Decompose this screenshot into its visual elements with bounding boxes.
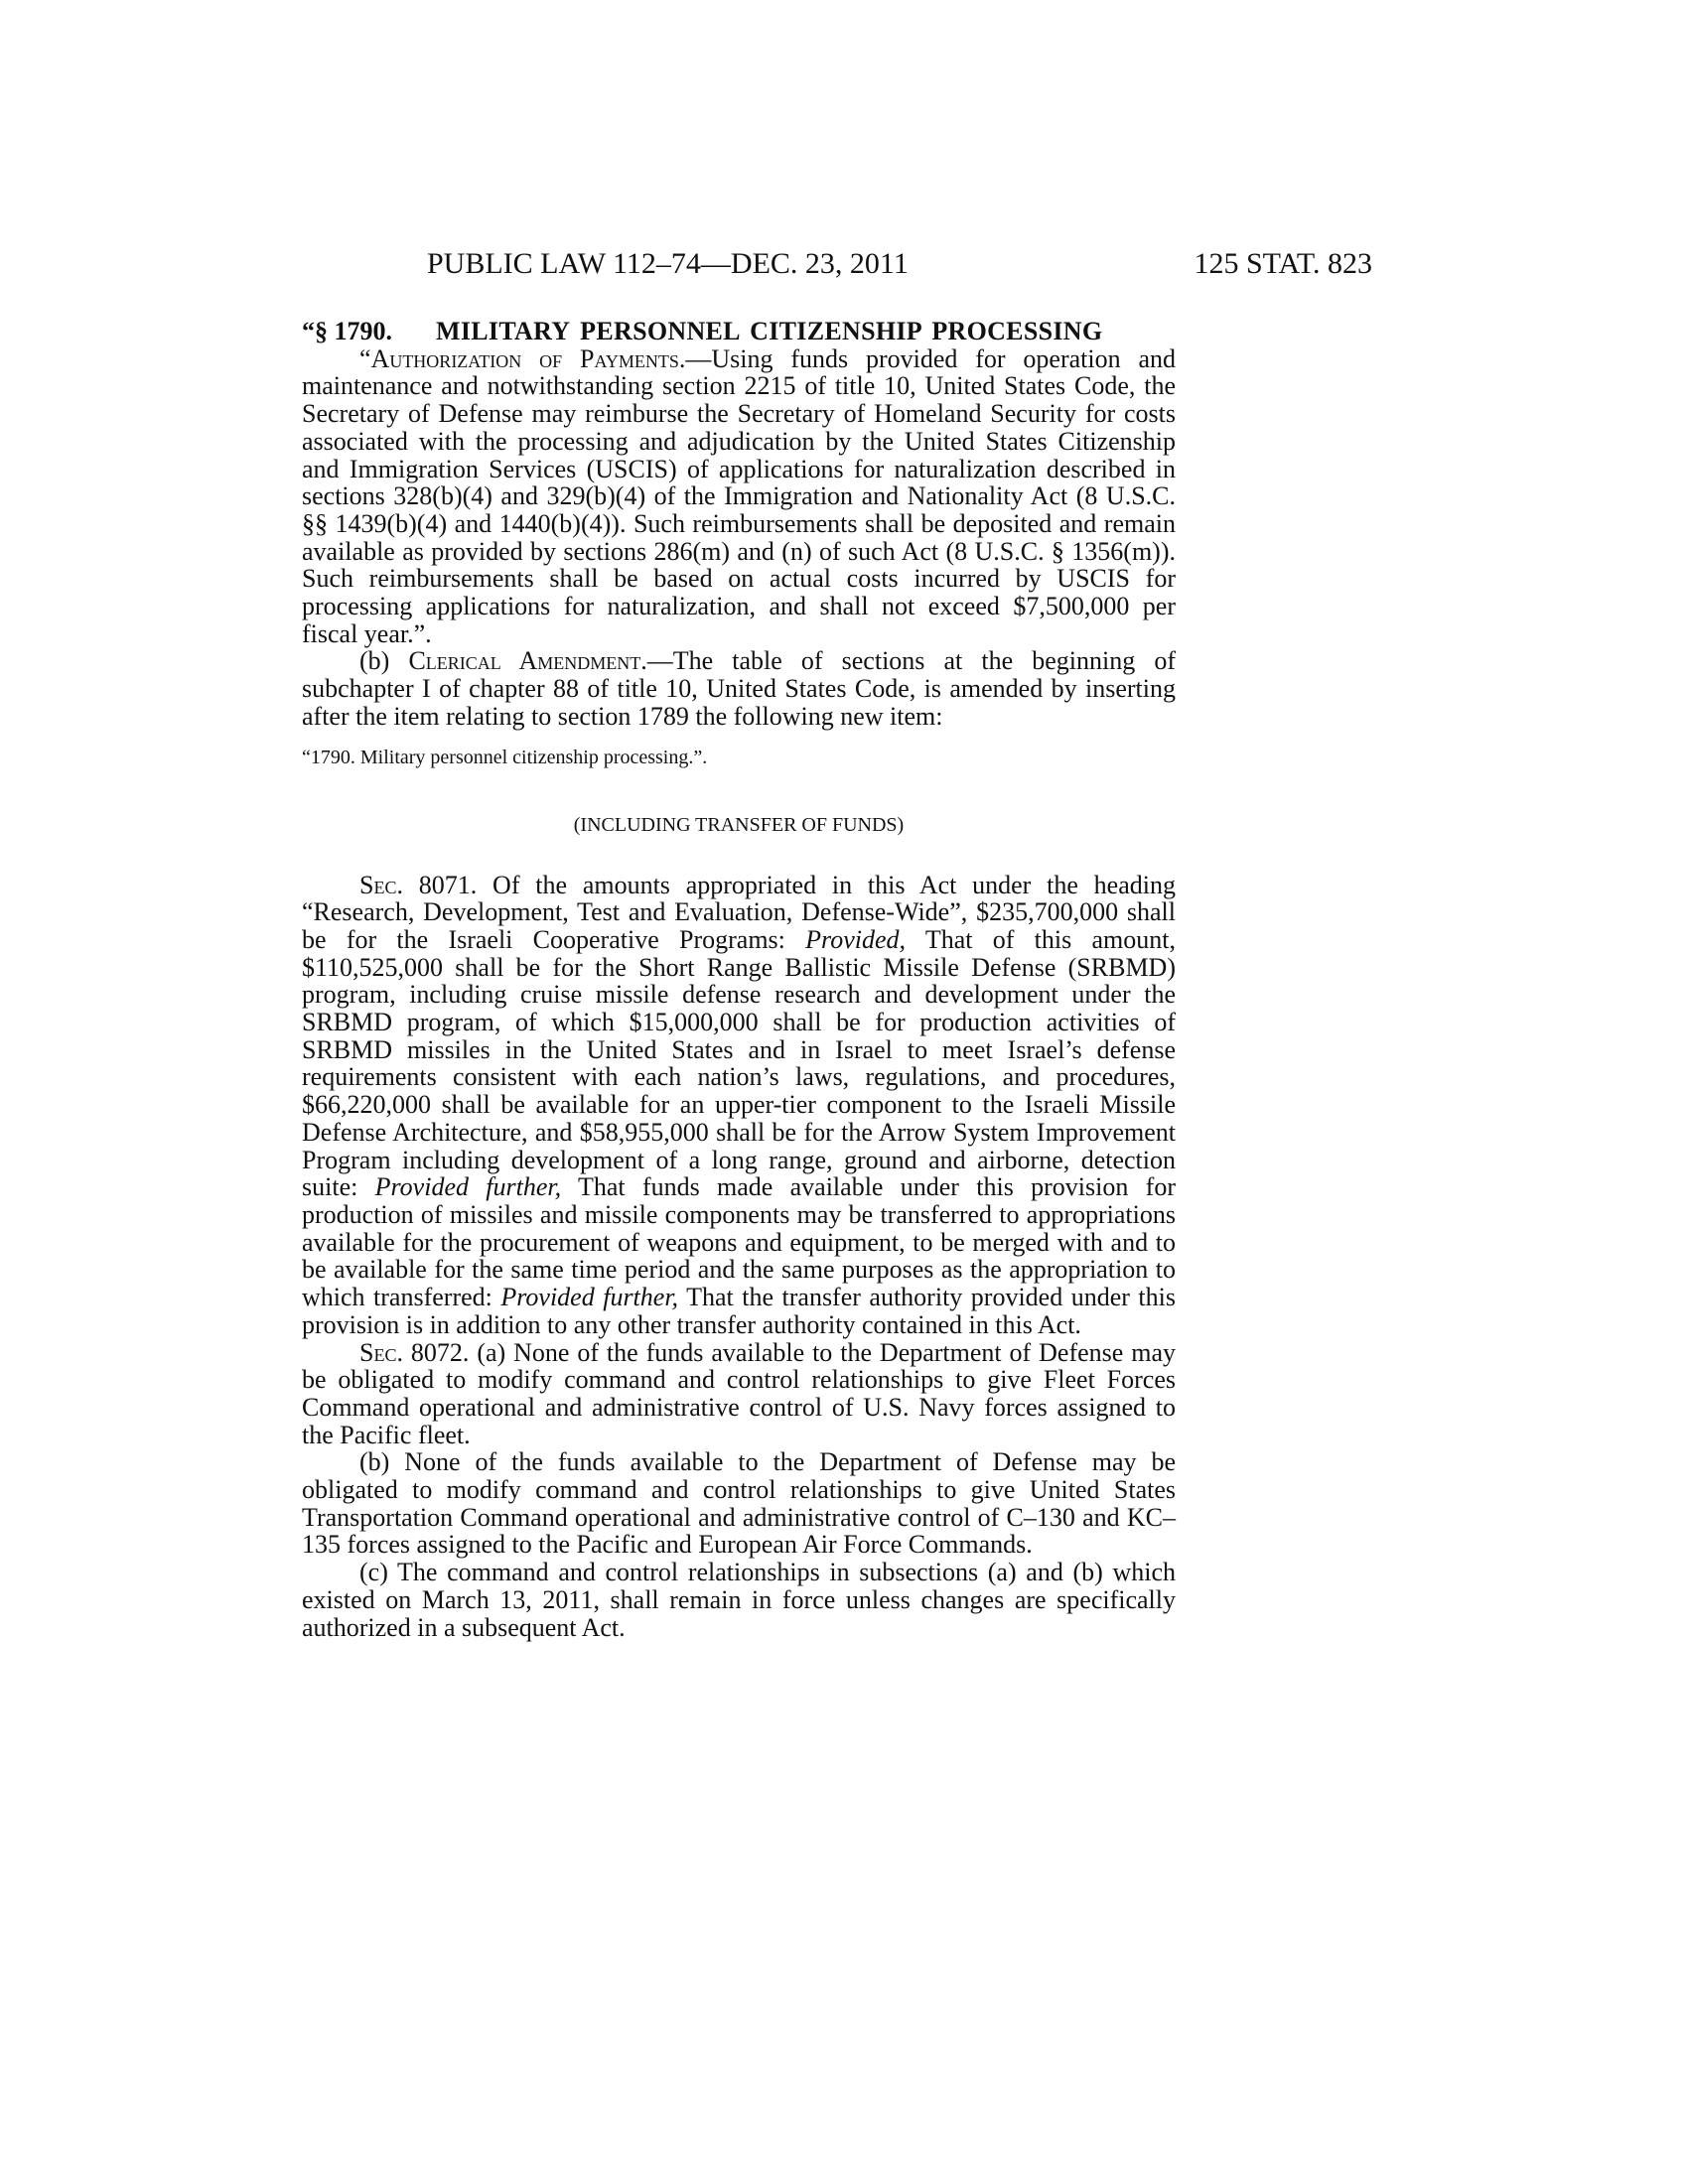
new-table-item: “1790. Military personnel citizenship processing.”. — [302, 746, 708, 768]
authorization-text: .—Using funds provided for operation and maintenance and notwithstanding section 2215 of title 10, United States Code, the Secretary of Defense may reimburse the Secretary of Homeland Security for costs associated with the processing and adjudication by the United States Citizenship and Immigration Services (USCIS) of applications for naturalization described in sections 328(b)(4) and 329(b)(4) of the Immigration and Nationality Act (8 U.S.C. §§ 1439(b)(4) and 1440(b)(4)). Such reimbursements shall be deposited and remain available as provided by sections 286(m) and (n) of such Act (8 U.S.C. § 1356(m)). Such reimbursements shall be based on actual costs incurred by USCIS for processing applications for naturalization, and shall not exceed $7,500,000 per fiscal year.”. — [302, 343, 1176, 648]
clerical-label: Clerical Amendment — [408, 646, 641, 676]
authorization-label: “Authorization of Payments — [359, 343, 679, 373]
sec-8072-number: . 8072. — [396, 1337, 478, 1367]
section-title: MILITARY PERSONNEL CITIZENSHIP PROCESSING — [436, 317, 1103, 345]
section-number: “§ 1790. — [302, 317, 392, 345]
sec-8071-text-1: Of the amounts appropriated in this Act under the heading “Research, Development, Test and Evaluation, Defense-Wide”, $235,700,000 shall be for the Israeli Cooperative Programs: — [302, 870, 1176, 954]
proviso-2: Provided further, — [374, 1172, 562, 1202]
clerical-text: .—The table of sections at the beginning of subchapter I of chapter 88 of title 10, United States Code, is amended by inserting after the item relating to section 1789 the following new item: — [302, 646, 1177, 731]
document-body — [302, 318, 1176, 1641]
sec-8072-label: Sec — [359, 1337, 397, 1367]
sec-8071-paragraph — [302, 872, 1176, 1339]
sec-8071-label: Sec — [359, 870, 397, 899]
sec-8072-a-text: (a) None of the funds available to the Department of Defense may be obligated to modify command and control relationships to give Fleet Forces Command operational and administrative control of U.S. Navy forces assigned to the Pacific fleet. — [302, 1337, 1177, 1449]
page-header — [427, 244, 1372, 284]
transfer-caption: (INCLUDING TRANSFER OF FUNDS) — [573, 813, 905, 836]
sec-8071-text-2: That of this amount, $110,525,000 shall be for the Short Range Ballistic Missile Defense (SRBMD) program, including cruise missile defense research and development under the SRBMD program, of which $15,000,000 shall be for production activities of SRBMD missiles in the United States and in Israel to meet Israel’s defense requirements consistent with each nation’s laws, regulations, and procedures, $66,220,000 shall be available for an upper-tier component to the Israeli Missile Defense Architecture, and $58,955,000 shall be for the Arrow System Improvement Program including development of a long range, ground and airborne, detection suite: — [302, 924, 1176, 1202]
authorization-of-payments-paragraph — [302, 345, 1176, 648]
proviso-3: Provided further, — [500, 1283, 679, 1312]
proviso-1: Provided, — [805, 924, 907, 954]
sec-8071-number: . 8071. — [396, 870, 493, 899]
sec-8072-c-paragraph: (c) The command and control relationships in subsections (a) and (b) which existed on March 13, 2011, shall remain in force unless changes are specifically authorized in a subsequent Act. — [302, 1558, 1176, 1642]
sec-8071-text-3: That funds made available under this provision for production of missiles and missile components may be transferred to appropriations available for the procurement of weapons and equipment, to be merged with and to be available for the same time period and the same purposes as the appropriation to which transferred: — [302, 1172, 1176, 1312]
clerical-amendment-paragraph — [302, 647, 1176, 730]
public-law-citation: PUBLIC LAW 112–74—DEC. 23, 2011 — [427, 247, 909, 280]
section-1790-heading — [302, 318, 1176, 345]
sec-8072-a-paragraph — [302, 1339, 1176, 1449]
sec-8071-text-4: That the transfer authority provided under this provision is in addition to any other transfer authority contained in this Act. — [302, 1283, 1176, 1339]
clerical-prefix: (b) — [359, 646, 409, 676]
sec-8072-b-paragraph: (b) None of the funds available to the Department of Defense may be obligated to modify command and control relationships to give United States Transportation Command operational and administrative control of C–130 and KC–135 forces assigned to the Pacific and European Air Force Commands. — [302, 1447, 1176, 1560]
statute-page-number: 125 STAT. 823 — [1194, 247, 1372, 280]
